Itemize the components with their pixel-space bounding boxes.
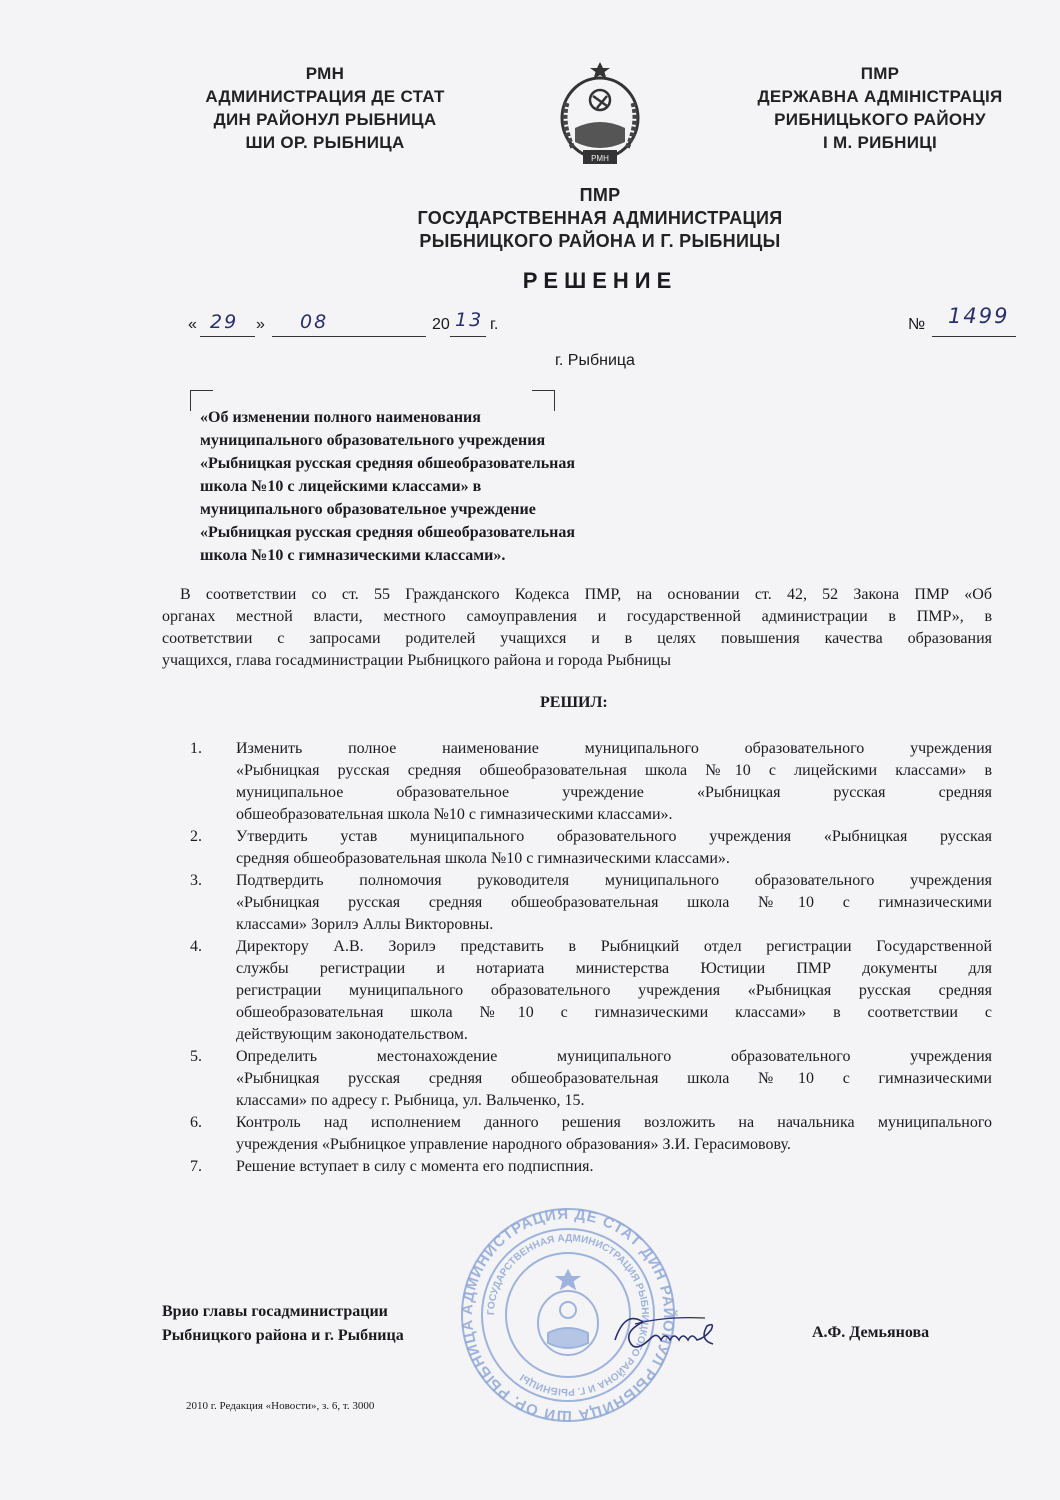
city: г. Рыбница	[555, 352, 635, 369]
list-item	[190, 936, 992, 1046]
date-year-suffix: 13	[455, 309, 484, 331]
item-line: учреждения «Рыбницкое управление народного образования» З.И. Герасимовову.	[236, 1136, 791, 1153]
coat-of-arms-icon	[555, 58, 645, 173]
item-line: Изменить полное наименование муниципального образовательного учреждения	[236, 740, 992, 757]
date-month: 08	[300, 311, 329, 333]
signatory-position-line: Рыбницкого района и г. Рыбница	[162, 1327, 404, 1344]
item-line: Утвердить устав муниципального образовательного учреждения «Рыбницкая русская	[236, 828, 992, 845]
item-line: «Рыбницкая русская средняя обшеобразовательная школа №10 с гимназическими	[236, 894, 992, 911]
subject-line: муниципального образовательного учреждения	[200, 432, 546, 449]
header-left-line: РМН	[305, 64, 345, 83]
item-line: Подтвердить полномочия руководителя муниципального образовательного учреждения	[236, 872, 992, 889]
header-left-line: ДИН РАЙОНУЛ РЫБНИЦА	[213, 110, 437, 129]
header-center-line: РЫБНИЦКОГО РАЙОНА И Г. РЫБНИЦЫ	[419, 231, 781, 251]
item-line: действующим законодательством.	[236, 1026, 468, 1043]
item-line: «Рыбницкая русская средняя обшеобразовательная школа №10 с лицейскими классами» в	[236, 762, 992, 779]
decided-heading: РЕШИЛ:	[540, 694, 608, 711]
preamble-line: учащихся, глава госадминистрации Рыбницкого района и города Рыбницы	[162, 652, 671, 669]
header-center	[330, 184, 870, 253]
preamble-line: В соответствии со ст. 55 Гражданского Кодекса ПМР, на основании ст. 42, 52 Закона ПМР «Об	[180, 586, 992, 603]
signatory-position	[162, 1300, 404, 1348]
item-line: Директору А.В. Зорилэ представить в Рыбницкий отдел регистрации Государственной	[236, 938, 992, 955]
number-label: №	[908, 316, 926, 333]
header-right	[720, 62, 1040, 154]
item-line: средняя обшеобразовательная школа №10 с гимназическими классами».	[236, 850, 730, 867]
date-open-quote: «	[188, 316, 197, 333]
item-number: 2.	[190, 828, 202, 845]
emblem-label: РМН	[591, 154, 609, 163]
header-right-line: І М. РИБНИЦІ	[822, 133, 938, 152]
item-line: Определить местонахождение муниципального образовательного учреждения	[236, 1048, 992, 1065]
item-line: классами» Зорилэ Аллы Викторовны.	[236, 916, 494, 933]
subject-line: «Рыбницкая русская средняя обшеобразовательная	[200, 455, 576, 472]
subject-line: «Об изменении полного наименования	[200, 409, 481, 426]
date-year-prefix: 20	[432, 316, 450, 333]
date-year-end: г.	[490, 316, 499, 333]
item-number: 1.	[190, 740, 202, 757]
list-item	[190, 1156, 992, 1178]
header-right-line: РИБНИЦЬКОГО РАЙОНУ	[774, 110, 986, 129]
header-center-line: ГОСУДАРСТВЕННАЯ АДМИНИСТРАЦИЯ	[417, 208, 783, 228]
item-line: «Рыбницкая русская средняя обшеобразовательная школа №10 с гимназическими	[236, 1070, 992, 1087]
list-item	[190, 738, 992, 826]
item-number: 6.	[190, 1114, 202, 1131]
header-right-line: ДЕРЖАВНА АДМІНІСТРАЦІЯ	[757, 87, 1003, 106]
date-close-quote: »	[256, 316, 265, 333]
decision-list	[190, 738, 992, 1178]
subject-line: школа №10 с гимназическими классами».	[200, 547, 506, 564]
preamble-line: соответствии с запросами родителей учащихся и в целях повышения качества образования	[162, 630, 992, 647]
stamp-outer-text: АДМИНИСТРАЦИЯ ДЕ СТАТ ДИН РАЙОНУЛ РЫБНИЦА ШИ ОР. РЫБНИЦА	[458, 1205, 678, 1425]
header-right-line: ПМР	[860, 64, 900, 83]
preamble-line: органах местной власти, местного самоуправления и государственной администрации в ПМР», в	[162, 608, 992, 625]
date-month-line	[272, 312, 426, 337]
item-line: Решение вступает в силу с момента его подписпния.	[236, 1158, 594, 1175]
signatory-position-line: Врио главы госадминистрации	[162, 1303, 388, 1320]
list-item	[190, 1046, 992, 1112]
date-day: 29	[210, 311, 239, 333]
header-left	[170, 62, 480, 154]
item-line: муниципальное образовательное учреждение «Рыбницкая русская средняя	[236, 784, 992, 801]
handwritten-signature	[605, 1300, 755, 1360]
document-number: 1499	[948, 304, 1010, 328]
stamp-emblem-icon	[538, 1271, 598, 1355]
item-line: Контроль над исполнением данного решения возложить на начальника муниципального	[236, 1114, 992, 1131]
item-line: обшеобразовательная школа №10 с гимназическими классами».	[236, 806, 673, 823]
item-number: 4.	[190, 938, 202, 955]
item-line: классами» по адресу г. Рыбница, ул. Вальченко, 15.	[236, 1092, 585, 1109]
list-item	[190, 826, 992, 870]
stamp-inner-text: ГОСУДАРСТВЕННАЯ АДМИНИСТРАЦИЯ РЫБНИЦКОГО РАЙОНА И Г. РЫБНИЦЫ	[485, 1232, 651, 1398]
header-left-line: АДМИНИСТРАЦИЯ ДЕ СТАТ	[205, 87, 445, 106]
subject-line: муниципального образовательное учреждение	[200, 501, 536, 518]
print-footer: 2010 г. Редакция «Новости», з. 6, т. 3000	[186, 1400, 375, 1412]
list-item	[190, 870, 992, 936]
item-number: 3.	[190, 872, 202, 889]
document-title: РЕШЕНИЕ	[522, 268, 678, 293]
subject-block	[200, 406, 670, 567]
item-line: регистрации муниципального образовательного учреждения «Рыбницкая русская средняя	[236, 982, 992, 999]
subject-line: школа №10 с лицейскими классами» в	[200, 478, 482, 495]
list-item	[190, 1112, 992, 1156]
header-left-line: ШИ ОР. РЫБНИЦА	[245, 133, 405, 152]
preamble	[162, 584, 992, 672]
item-number: 5.	[190, 1048, 202, 1065]
header-center-line: ПМР	[579, 185, 621, 205]
signatory-name: А.Ф. Демьянова	[812, 1324, 930, 1341]
item-line: службы регистрации и нотариата министерства Юстиции ПМР документы для	[236, 960, 992, 977]
item-number: 7.	[190, 1158, 202, 1175]
item-line: обшеобразовательная школа №10 с гимназическими классами» в соответствии с	[236, 1004, 992, 1021]
subject-line: «Рыбницкая русская средняя обшеобразовательная	[200, 524, 576, 541]
